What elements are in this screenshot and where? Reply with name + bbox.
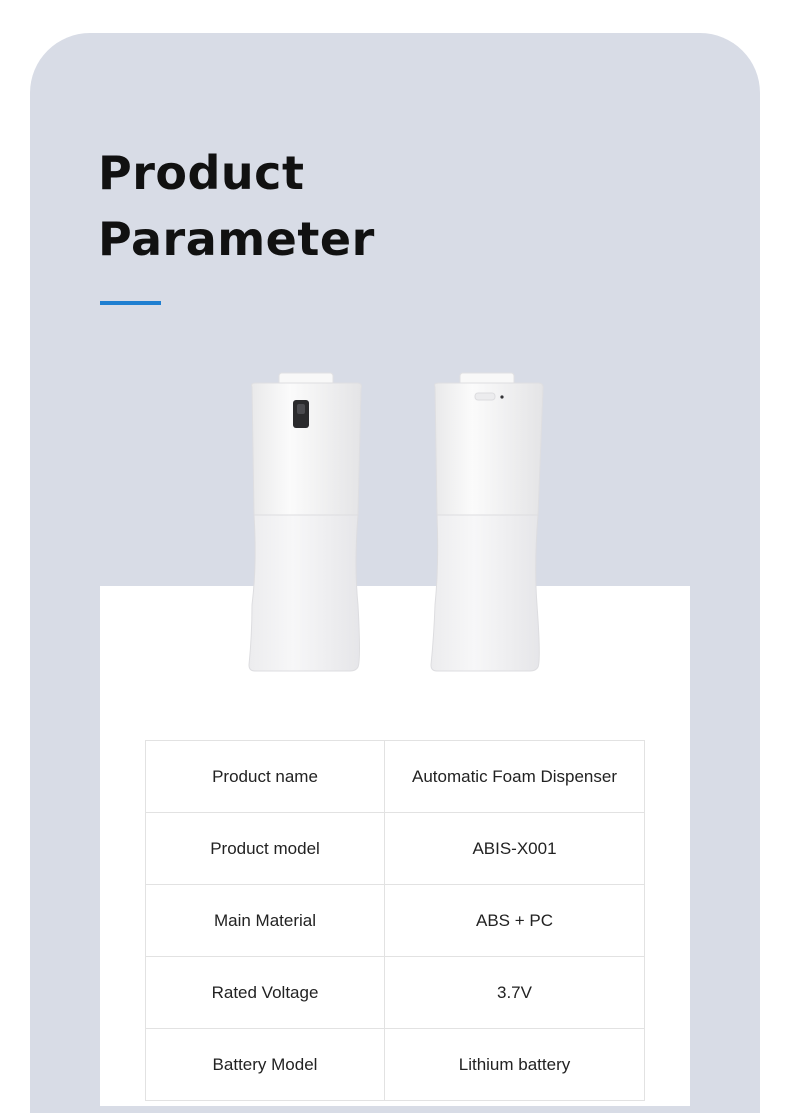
dispenser-back	[431, 373, 543, 671]
param-value: Lithium battery	[385, 1029, 645, 1101]
param-value: 3.7V	[385, 957, 645, 1029]
param-label: Product name	[146, 741, 385, 813]
param-label: Main Material	[146, 885, 385, 957]
param-value: ABIS-X001	[385, 813, 645, 885]
dispenser-front	[249, 373, 362, 671]
param-value: Automatic Foam Dispenser	[385, 741, 645, 813]
table-row	[146, 741, 645, 813]
param-label: Rated Voltage	[146, 957, 385, 1029]
table-row	[146, 1029, 645, 1101]
table-row	[146, 813, 645, 885]
product-image	[230, 365, 560, 685]
title-line-1: Product	[98, 146, 305, 200]
param-label: Battery Model	[146, 1029, 385, 1101]
title-accent-line	[100, 301, 161, 305]
table-row	[146, 885, 645, 957]
title-line-2: Parameter	[98, 212, 375, 266]
page-title	[98, 140, 375, 272]
table-row	[146, 957, 645, 1029]
parameter-table	[145, 740, 645, 1101]
param-value: ABS + PC	[385, 885, 645, 957]
param-label: Product model	[146, 813, 385, 885]
